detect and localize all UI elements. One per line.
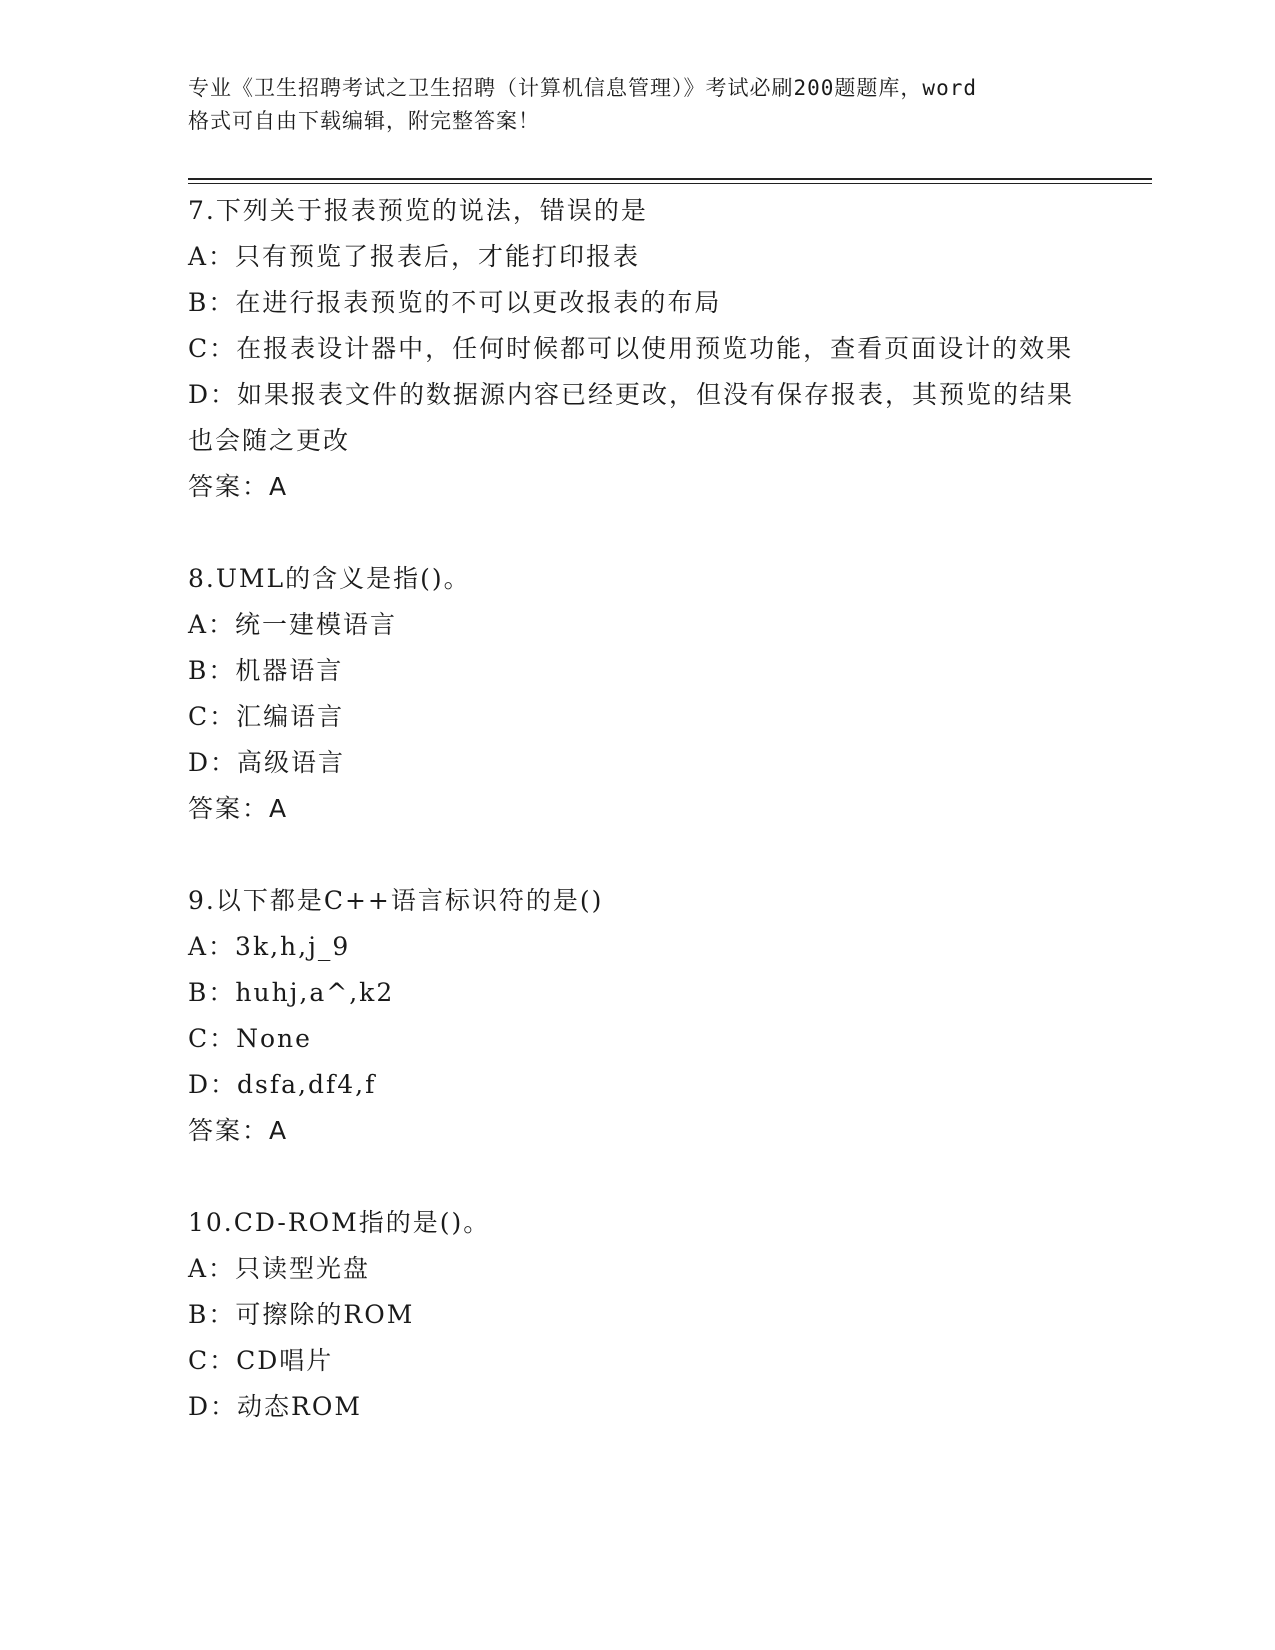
question-stem: 10.CD-ROM指的是()。: [188, 1208, 491, 1237]
option-c: C：None: [188, 1024, 312, 1053]
option-b: B：可擦除的ROM: [188, 1300, 415, 1329]
header-line-2: 格式可自由下载编辑，附完整答案！: [188, 109, 540, 133]
option-a: A：只读型光盘: [188, 1254, 371, 1283]
option-b: B：机器语言: [188, 656, 344, 685]
option-c: C：汇编语言: [188, 702, 345, 731]
option-b: B：在进行报表预览的不可以更改报表的布局: [188, 288, 722, 317]
answer-line: 答案：A: [188, 794, 289, 823]
question-8: [188, 556, 1088, 832]
answer-line: 答案：A: [188, 1116, 289, 1145]
question-list: [188, 188, 1088, 1430]
option-a: A：统一建模语言: [188, 610, 398, 639]
option-a: A：只有预览了报表后，才能打印报表: [188, 242, 641, 271]
document-header: [188, 72, 1088, 138]
question-10: [188, 1200, 1088, 1430]
question-spacer: [188, 510, 1088, 556]
option-c: C：CD唱片: [188, 1346, 334, 1375]
option-b: B：huhj,a^,k2: [188, 978, 395, 1007]
header-divider-thin: [188, 183, 1152, 184]
question-spacer: [188, 832, 1088, 878]
option-d: D：高级语言: [188, 748, 346, 777]
question-spacer: [188, 1154, 1088, 1200]
question-stem: 8.UML的含义是指()。: [188, 564, 471, 593]
option-d: D：如果报表文件的数据源内容已经更改，但没有保存报表，其预览的结果也会随之更改: [188, 380, 1075, 455]
header-line-1: 专业《卫生招聘考试之卫生招聘（计算机信息管理）》考试必刷200题题库，word: [188, 76, 977, 100]
answer-line: 答案：A: [188, 472, 289, 501]
question-9: [188, 878, 1088, 1154]
option-d: D：动态ROM: [188, 1392, 362, 1421]
header-divider-thick: [188, 178, 1152, 180]
question-stem: 9.以下都是C++语言标识符的是(): [188, 886, 604, 915]
question-stem: 7.下列关于报表预览的说法，错误的是: [188, 196, 648, 225]
question-7: [188, 188, 1088, 510]
option-d: D：dsfa,df4,f: [188, 1070, 377, 1099]
option-c: C：在报表设计器中，任何时候都可以使用预览功能，查看页面设计的效果: [188, 334, 1074, 363]
option-a: A：3k,h,j_9: [188, 932, 351, 961]
